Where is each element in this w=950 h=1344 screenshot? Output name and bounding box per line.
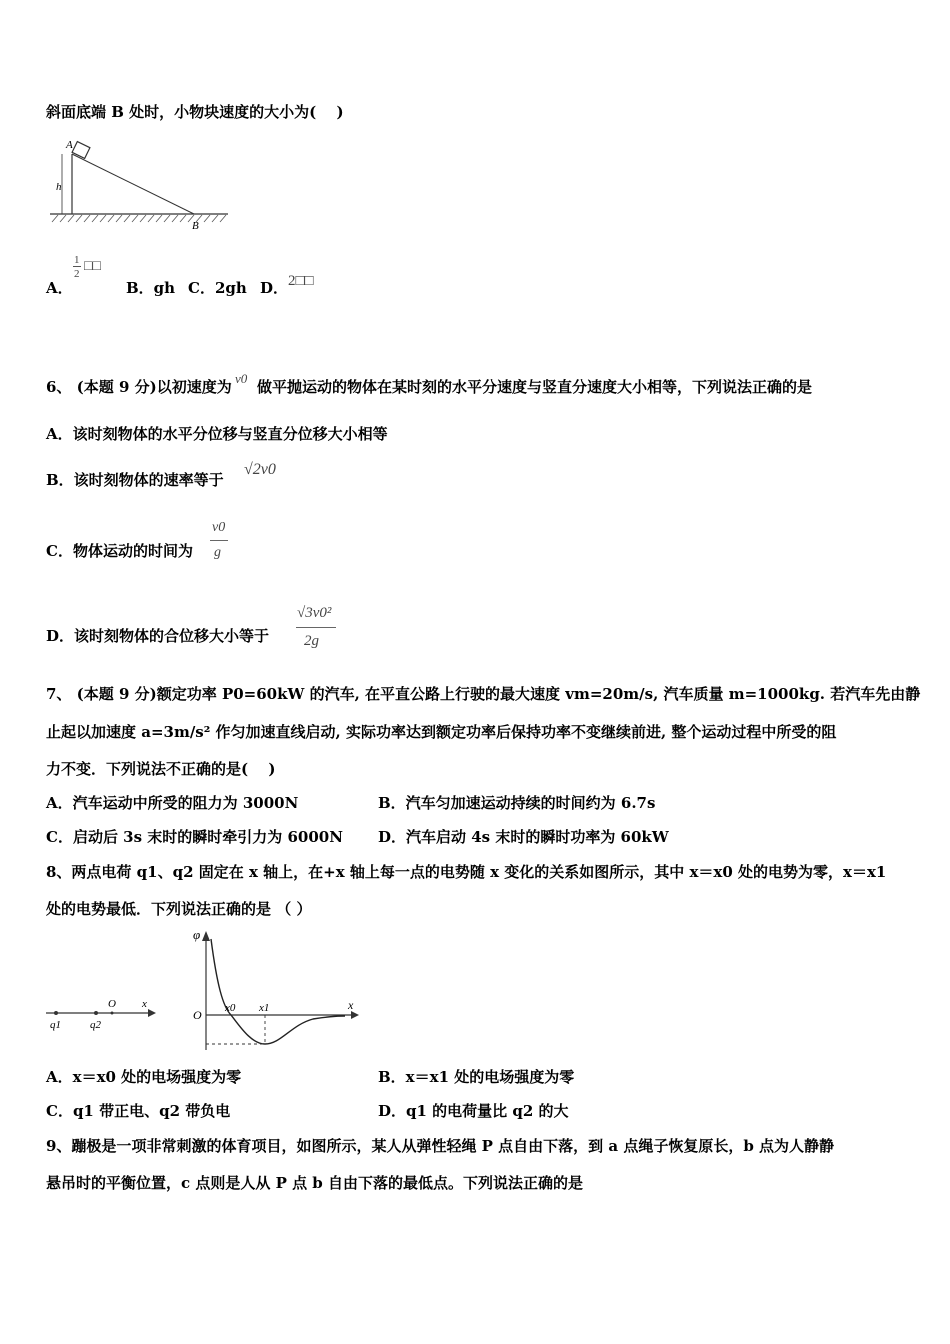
q5-stem-tail: 斜面底端 B 处时，小物块速度的大小为( ) [46, 103, 344, 121]
q7-option-b: B．汽车匀加速运动持续的时间约为 6.7s [378, 794, 656, 812]
q8-potential-graph [185, 925, 365, 1055]
q5-option-a-frac-bar [73, 266, 81, 267]
q5-option-c: C．2gh [188, 279, 247, 297]
q6-option-a: A．该时刻物体的水平分位移与竖直分位移大小相等 [46, 425, 388, 443]
label-a: A [66, 139, 73, 151]
label-origin: O [193, 1008, 202, 1022]
q8-charges-figure [44, 995, 159, 1035]
q7-stem-line2: 止起以加速度 a=3m/s² 作匀加速直线启动, 实际功率达到额定功率后保持功率不变继续前进, 整个运动过程中所受的阻 [46, 723, 837, 741]
origin-point [111, 1012, 114, 1015]
label-x: x [348, 998, 354, 1012]
q7-option-c: C．启动后 3s 末时的瞬时牵引力为 6000N [46, 828, 343, 846]
q5-option-a-math: □□ [84, 259, 101, 274]
label-origin: O [108, 998, 116, 1010]
q6-option-d-den: 2g [304, 633, 319, 649]
q8-option-c: C．q1 带正电、q2 带负电 [46, 1102, 231, 1120]
q6-option-d: D．该时刻物体的合位移大小等于 [46, 627, 270, 645]
q5-option-b: B．gh [126, 279, 176, 297]
q7-stem-line3: 力不变．下列说法不正确的是( ) [46, 760, 276, 778]
q5-option-d-math: 2□□ [288, 273, 314, 289]
q1-charge [54, 1011, 58, 1015]
q6-option-d-num: √3v0² [297, 605, 332, 621]
q5-option-a-frac-num: 1 [74, 254, 80, 266]
q8-option-a: A．x＝x0 处的电场强度为零 [46, 1068, 242, 1086]
q5-option-d-label: D． [260, 279, 289, 297]
label-x0: x0 [225, 1002, 236, 1014]
q6-stem-pre: 6、 (本题 9 分)以初速度为 [46, 378, 232, 396]
label-x1: x1 [259, 1002, 270, 1014]
q7-stem-line1: 7、 (本题 9 分)额定功率 P0=60kW 的汽车, 在平直公路上行驶的最大速度 vm=20m/s, 汽车质量 m=1000kg. 若汽车先由静 [46, 685, 921, 703]
q6-option-b-math: √2v0 [244, 461, 276, 478]
q5-option-a-frac-den: 2 [74, 268, 80, 280]
q6-option-c-bar [210, 540, 228, 541]
q5-option-a-label: A． [46, 279, 73, 297]
q9-stem-line1: 9、蹦极是一项非常刺激的体育项目，如图所示，某人从弹性轻绳 P 点自由下落，到 a 点绳子恢复原长，b 点为人静静 [46, 1137, 835, 1155]
q8-stem-line1: 8、两点电荷 q1、q2 固定在 x 轴上，在+x 轴上每一点的电势随 x 变化的关系如图所示，其中 x＝x0 处的电势为零，x＝x1 [46, 863, 887, 881]
q6-option-c-num: v0 [212, 520, 226, 535]
label-q2: q2 [90, 1019, 101, 1031]
q6-option-c: C．物体运动的时间为 [46, 542, 193, 560]
q8-option-d: D．q1 的电荷量比 q2 的大 [378, 1102, 569, 1120]
label-x: x [142, 998, 147, 1010]
q7-option-a: A．汽车运动中所受的阻力为 3000N [46, 794, 299, 812]
label-h: h [56, 181, 62, 193]
q8-stem-line2: 处的电势最低．下列说法正确的是 （ ） [46, 900, 312, 918]
q2-charge [94, 1011, 98, 1015]
q6-option-b: B．该时刻物体的速率等于 [46, 471, 224, 489]
potential-curve [211, 939, 345, 1044]
q9-stem-line2: 悬吊时的平衡位置，c 点则是人从 P 点 b 自由下落的最低点。下列说法正确的是 [46, 1174, 584, 1192]
q6-v0-symbol: v0 [235, 371, 248, 386]
q6-stem-post: 做平抛运动的物体在某时刻的水平分速度与竖直分速度大小相等，下列说法正确的是 [257, 378, 813, 396]
label-q1: q1 [50, 1019, 61, 1031]
q6-option-c-den: g [214, 545, 221, 560]
label-phi: φ [193, 927, 201, 942]
label-b: B [192, 220, 199, 232]
q8-option-b: B．x＝x1 处的电场强度为零 [378, 1068, 575, 1086]
q5-incline-figure [44, 138, 234, 234]
block-shape [72, 142, 90, 159]
q7-option-d: D．汽车启动 4s 末时的瞬时功率为 60kW [378, 828, 669, 846]
q6-option-d-bar [296, 627, 336, 628]
